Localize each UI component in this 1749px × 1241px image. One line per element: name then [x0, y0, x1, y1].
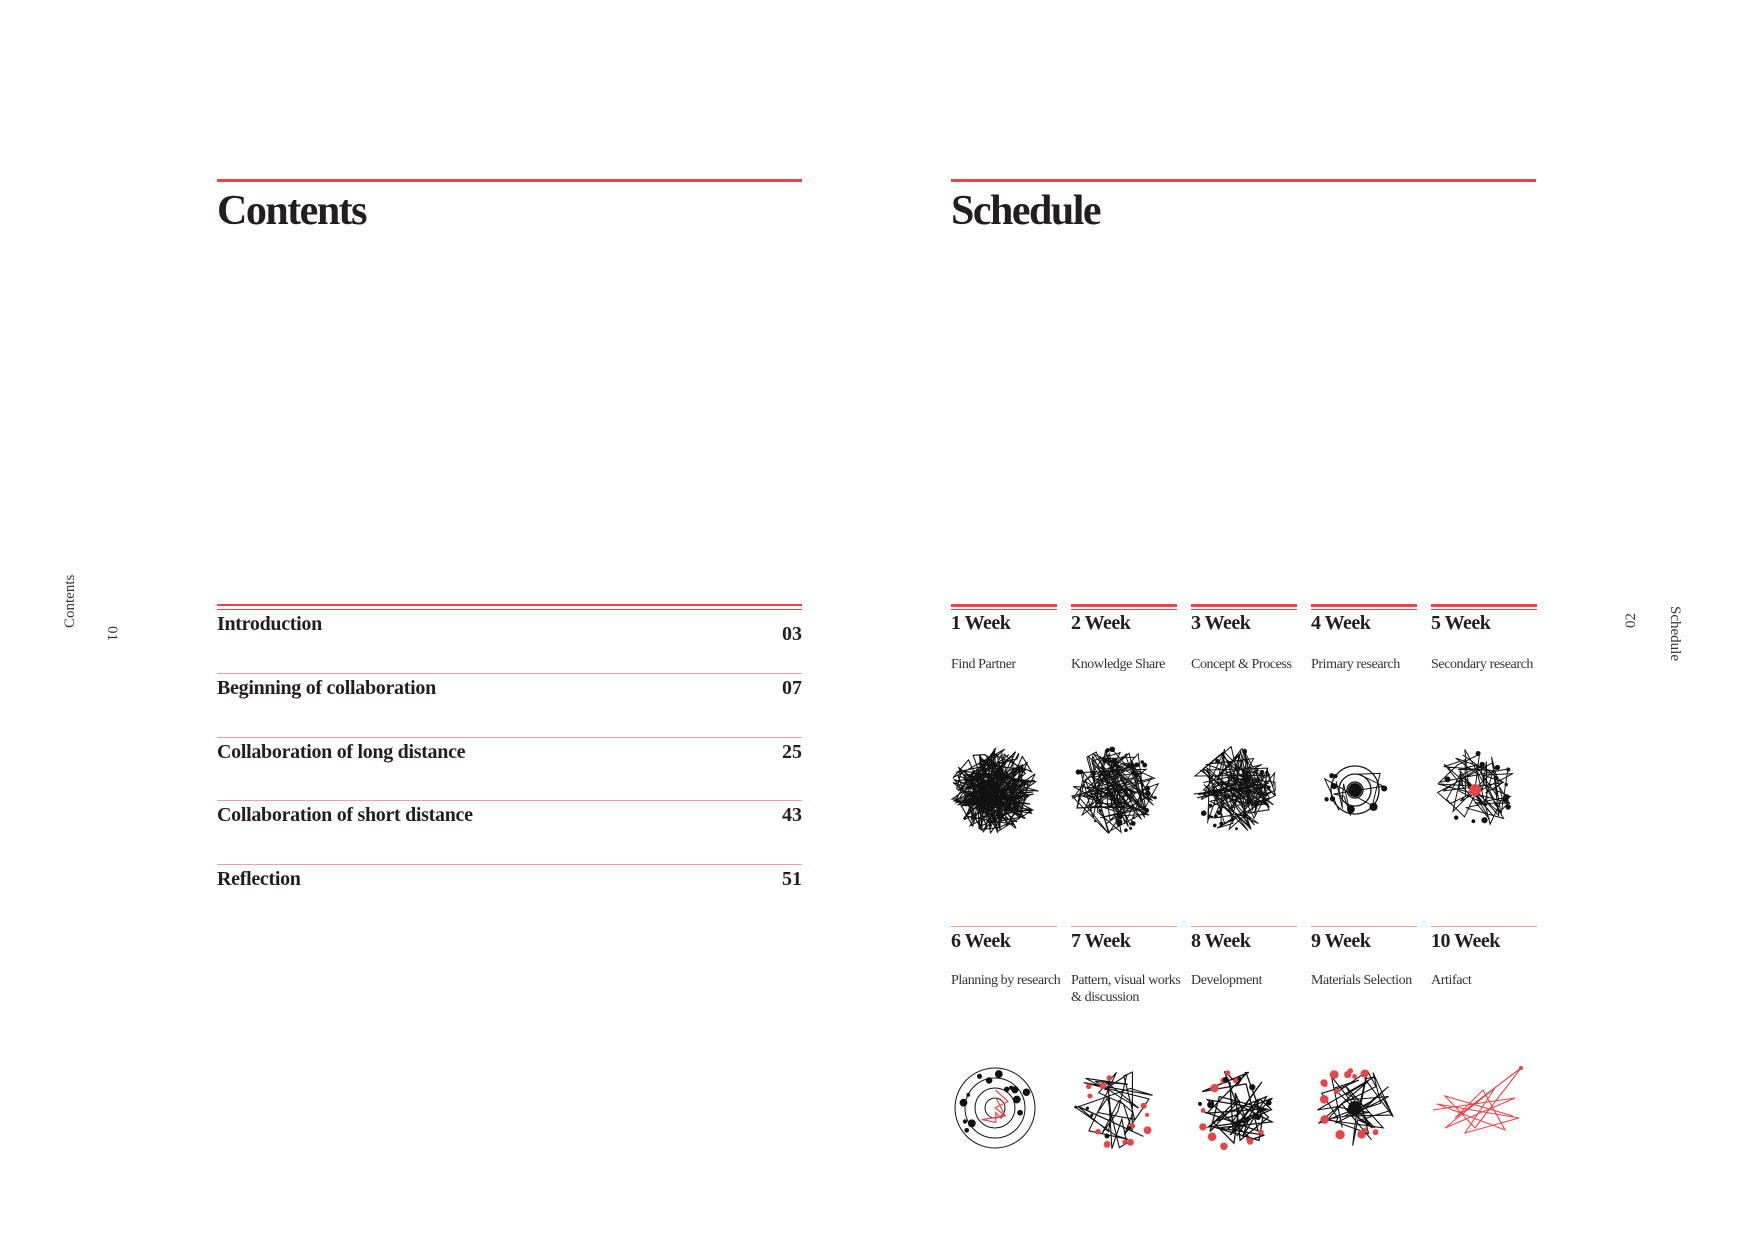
- scribble-dot: [1129, 827, 1132, 830]
- toc-divider: [217, 673, 802, 674]
- week-scribble-illustration: [1305, 740, 1405, 840]
- week-subtitle: Primary research: [1311, 657, 1400, 672]
- scribble-dot: [1214, 814, 1218, 818]
- scribble-dot: [1112, 758, 1117, 763]
- week-subtitle: Development: [1191, 973, 1263, 988]
- toc-top-rule-thin: [217, 609, 802, 610]
- week-title: 2 Week: [1071, 612, 1131, 634]
- scribble-dot: [1322, 1082, 1327, 1087]
- toc-item-page: 51: [782, 868, 802, 890]
- scribble-dot: [1219, 822, 1223, 826]
- scribble-dot: [1131, 821, 1136, 826]
- toc-item-page: 03: [782, 623, 802, 645]
- week-title: 9 Week: [1311, 930, 1371, 952]
- scribble-dot: [1348, 1068, 1353, 1073]
- week-rule: [1191, 926, 1297, 927]
- scribble-dot: [1017, 1110, 1023, 1116]
- right-side-number: 02: [1623, 613, 1639, 628]
- schedule-title: Schedule: [951, 188, 1101, 234]
- scribble-dot: [1142, 763, 1147, 768]
- week-scribble-illustration: [1065, 1058, 1165, 1158]
- scribble-stroke: [1433, 1068, 1521, 1133]
- scribble-dot: [1201, 810, 1207, 816]
- scribble-dot: [1476, 751, 1481, 756]
- scribble-dot: [1213, 824, 1217, 828]
- week-subtitle: Knowledge Share: [1071, 657, 1165, 672]
- scribble-dot: [1023, 1088, 1030, 1095]
- scribble-dot: [1094, 820, 1096, 822]
- scribble-dot: [1324, 797, 1328, 801]
- week-scribble-illustration: [1065, 740, 1165, 840]
- scribble-dot: [1209, 804, 1212, 807]
- week-rule: [1071, 604, 1177, 607]
- scribble-dot: [1235, 827, 1238, 830]
- scribble-dot: [1132, 771, 1137, 776]
- scribble-dot: [1479, 762, 1484, 767]
- scribble-dot: [1141, 1103, 1147, 1109]
- week-title: 10 Week: [1431, 930, 1500, 952]
- week-title: 3 Week: [1191, 612, 1251, 634]
- scribble-dot: [1249, 1084, 1255, 1090]
- week-rule-thin: [951, 609, 1057, 610]
- scribble-dot: [1243, 813, 1247, 817]
- toc-item[interactable]: [217, 677, 802, 717]
- scribble-dot: [1225, 1070, 1230, 1075]
- scribble-dot: [1471, 819, 1475, 823]
- scribble-dot: [1220, 1143, 1227, 1150]
- toc-item-label: Beginning of collaboration: [217, 677, 436, 699]
- week-rule-thin: [1311, 609, 1417, 610]
- scribble-dot: [1210, 1101, 1214, 1105]
- scribble-dot: [1090, 1114, 1093, 1117]
- scribble-dot: [1331, 783, 1337, 789]
- week-rule: [1311, 926, 1417, 927]
- scribble-dot: [1495, 765, 1500, 770]
- scribble-dot: [1506, 768, 1510, 772]
- scribble-dot: [1256, 778, 1260, 782]
- scribble-dot: [1127, 1139, 1134, 1146]
- scribble-dot: [1086, 1084, 1091, 1089]
- scribble-dot: [1259, 790, 1263, 794]
- week-subtitle: Pattern, visual works & discussion: [1071, 973, 1181, 1005]
- scribble-dot: [1330, 796, 1335, 801]
- scribble-dot: [977, 1074, 982, 1079]
- scribble-stroke: [982, 1090, 1008, 1122]
- scribble-dot: [1004, 1087, 1009, 1092]
- scribble-dot: [1373, 1129, 1379, 1135]
- scribble-dot: [1254, 801, 1260, 807]
- scribble-dot: [1481, 817, 1487, 823]
- scribble-dot: [1124, 828, 1128, 832]
- toc-item-label: Collaboration of long distance: [217, 741, 466, 763]
- week-rule: [951, 926, 1057, 927]
- week-rule: [1191, 604, 1297, 607]
- week-rule: [1071, 926, 1177, 927]
- scribble-dot: [1105, 1134, 1110, 1139]
- scribble-dot: [1201, 1108, 1206, 1113]
- scribble-dot: [1347, 805, 1355, 813]
- contents-title: Contents: [217, 188, 367, 234]
- scribble-dot: [1454, 815, 1458, 819]
- scribble-dot: [1116, 821, 1122, 827]
- week-scribble-illustration: [1425, 1058, 1525, 1158]
- right-side-label: Schedule: [1667, 606, 1683, 661]
- scribble-dot: [1108, 1082, 1111, 1085]
- scribble-dot: [1091, 770, 1096, 775]
- toc-divider: [217, 737, 802, 738]
- scribble-dot: [1381, 785, 1387, 791]
- scribble-dot: [1244, 759, 1247, 762]
- week-scribble-illustration: [1185, 740, 1285, 840]
- toc-item[interactable]: [217, 868, 802, 908]
- scribble-dot: [1208, 1133, 1217, 1142]
- week-rule: [951, 604, 1057, 607]
- scribble-dot: [1145, 786, 1150, 791]
- toc-item-label: Reflection: [217, 868, 301, 890]
- scribble-dot: [1211, 816, 1214, 819]
- scribble-dot: [1144, 1126, 1152, 1134]
- scribble-dot: [1099, 1082, 1106, 1089]
- toc-divider: [217, 864, 802, 865]
- scribble-dot: [1118, 815, 1122, 819]
- scribble-dot: [1104, 1141, 1111, 1148]
- scribble-dot: [1255, 1114, 1261, 1120]
- contents-top-rule: [217, 179, 802, 182]
- scribble-dot: [1144, 808, 1149, 813]
- scribble-dot: [1247, 1138, 1254, 1145]
- scribble-dot: [1494, 803, 1497, 806]
- week-scribble-illustration: [1305, 1058, 1405, 1158]
- scribble-dot: [1217, 811, 1222, 816]
- scribble-dot: [1102, 758, 1107, 763]
- scribble-dot: [1357, 1130, 1366, 1139]
- toc-item[interactable]: [217, 741, 802, 781]
- scribble-dot: [1233, 1079, 1237, 1083]
- scribble-dot: [1110, 747, 1115, 752]
- scribble-stroke: [952, 748, 1038, 833]
- toc-item[interactable]: [217, 804, 802, 844]
- scribble-dot: [963, 1119, 967, 1123]
- scribble-dot: [1260, 770, 1265, 775]
- scribble-dot: [1352, 1074, 1357, 1079]
- week-title: 5 Week: [1431, 612, 1491, 634]
- week-scribble-illustration: [1185, 1058, 1285, 1158]
- week-rule-thin: [1071, 609, 1177, 610]
- scribble-dot: [1011, 1086, 1018, 1093]
- scribble-dot: [1266, 1100, 1272, 1106]
- scribble-core: [1469, 784, 1481, 796]
- scribble-dot: [1320, 1095, 1329, 1104]
- scribble-stroke: [1194, 747, 1276, 831]
- week-subtitle: Secondary research: [1431, 657, 1534, 672]
- scribble-dot: [1445, 776, 1451, 782]
- scribble-dot: [960, 1099, 968, 1107]
- scribble-dot: [1207, 815, 1211, 819]
- scribble-core: [1348, 783, 1362, 797]
- week-rule-thin: [1191, 609, 1297, 610]
- scribble-dot: [1330, 1070, 1339, 1079]
- scribble-dot: [1320, 1115, 1329, 1124]
- scribble-dot: [1106, 748, 1110, 752]
- scribble-dot: [1107, 1075, 1112, 1080]
- scribble-dot: [1086, 1107, 1089, 1110]
- week-rule: [1431, 604, 1537, 607]
- scribble-dot: [1494, 776, 1498, 780]
- week-rule: [1431, 926, 1537, 927]
- week-title: 8 Week: [1191, 930, 1251, 952]
- scribble-dot: [986, 1077, 992, 1083]
- scribble-dot: [1013, 1096, 1021, 1104]
- scribble-dot: [1210, 1084, 1218, 1092]
- scribble-dot: [1335, 1130, 1344, 1139]
- scribble-dot: [1099, 809, 1102, 812]
- left-side-number: 01: [104, 626, 120, 641]
- week-subtitle: Find Partner: [951, 657, 1016, 672]
- scribble-dot: [1256, 768, 1259, 771]
- scribble-dot: [1099, 767, 1101, 769]
- scribble-dot: [1223, 1077, 1229, 1083]
- scribble-dot: [1231, 818, 1234, 821]
- scribble-dot: [1262, 799, 1266, 803]
- scribble-dot: [1121, 756, 1124, 759]
- scribble-dot: [1129, 763, 1133, 767]
- scribble-dot: [1258, 1130, 1263, 1135]
- week-title: 7 Week: [1071, 930, 1131, 952]
- scribble-dot: [968, 1119, 976, 1127]
- toc-item-label: Introduction: [217, 613, 322, 635]
- scribble-dot: [1215, 759, 1219, 763]
- scribble-dot: [1333, 774, 1337, 778]
- scribble-dot: [1199, 1123, 1206, 1130]
- scribble-dot: [1087, 1093, 1092, 1098]
- week-scribble-illustration: [945, 1058, 1045, 1158]
- scribble-dot: [1360, 1069, 1368, 1077]
- scribble-dot: [1238, 1077, 1242, 1081]
- scribble-dot: [1134, 762, 1139, 767]
- left-side-label: Contents: [62, 574, 78, 628]
- week-title: 4 Week: [1311, 612, 1371, 634]
- scribble-dot: [1505, 804, 1510, 809]
- week-subtitle: Materials Selection: [1311, 973, 1412, 988]
- week-rule: [1311, 604, 1417, 607]
- week-title: 1 Week: [951, 612, 1011, 634]
- week-subtitle: Planning by research: [951, 973, 1061, 988]
- toc-item-label: Collaboration of short distance: [217, 804, 473, 826]
- scribble-dot: [1145, 1113, 1149, 1117]
- toc-item-page: 07: [782, 677, 802, 699]
- scribble-dot: [1145, 791, 1150, 796]
- scribble-dot: [1242, 749, 1247, 754]
- schedule-top-rule: [951, 179, 1536, 182]
- scribble-dot: [1503, 797, 1509, 803]
- toc-item-page: 25: [782, 741, 802, 763]
- week-rule-thin: [1431, 609, 1537, 610]
- scribble-dot: [1267, 786, 1271, 790]
- toc-item[interactable]: [217, 613, 802, 663]
- scribble-dot: [1505, 783, 1508, 786]
- scribble-dot: [1122, 1140, 1127, 1145]
- toc-item-page: 43: [782, 804, 802, 826]
- week-subtitle: Artifact: [1431, 973, 1472, 988]
- toc-divider: [217, 800, 802, 801]
- scribble-dot: [1127, 1126, 1131, 1130]
- scribble-core: [1348, 1101, 1362, 1115]
- scribble-dot: [964, 1128, 969, 1133]
- toc-top-rule: [217, 604, 802, 606]
- scribble-dot: [1334, 1088, 1340, 1094]
- scribble-dot: [1079, 769, 1081, 771]
- scribble-stroke: [1076, 1072, 1153, 1149]
- scribble-dot: [1074, 1106, 1077, 1109]
- week-scribble-illustration: [1425, 740, 1525, 840]
- scribble-dot: [1198, 1102, 1202, 1106]
- scribble-dot: [1369, 803, 1377, 811]
- scribble-dot: [1154, 796, 1157, 799]
- scribble-dot: [1095, 1129, 1101, 1135]
- week-subtitle: Concept & Process: [1191, 657, 1292, 672]
- scribble-dot: [1133, 816, 1135, 818]
- week-scribble-illustration: [945, 740, 1045, 840]
- scribble-dot: [966, 1093, 970, 1097]
- scribble-dot: [1519, 1066, 1523, 1070]
- week-title: 6 Week: [951, 930, 1011, 952]
- scribble-dot: [995, 1070, 1003, 1078]
